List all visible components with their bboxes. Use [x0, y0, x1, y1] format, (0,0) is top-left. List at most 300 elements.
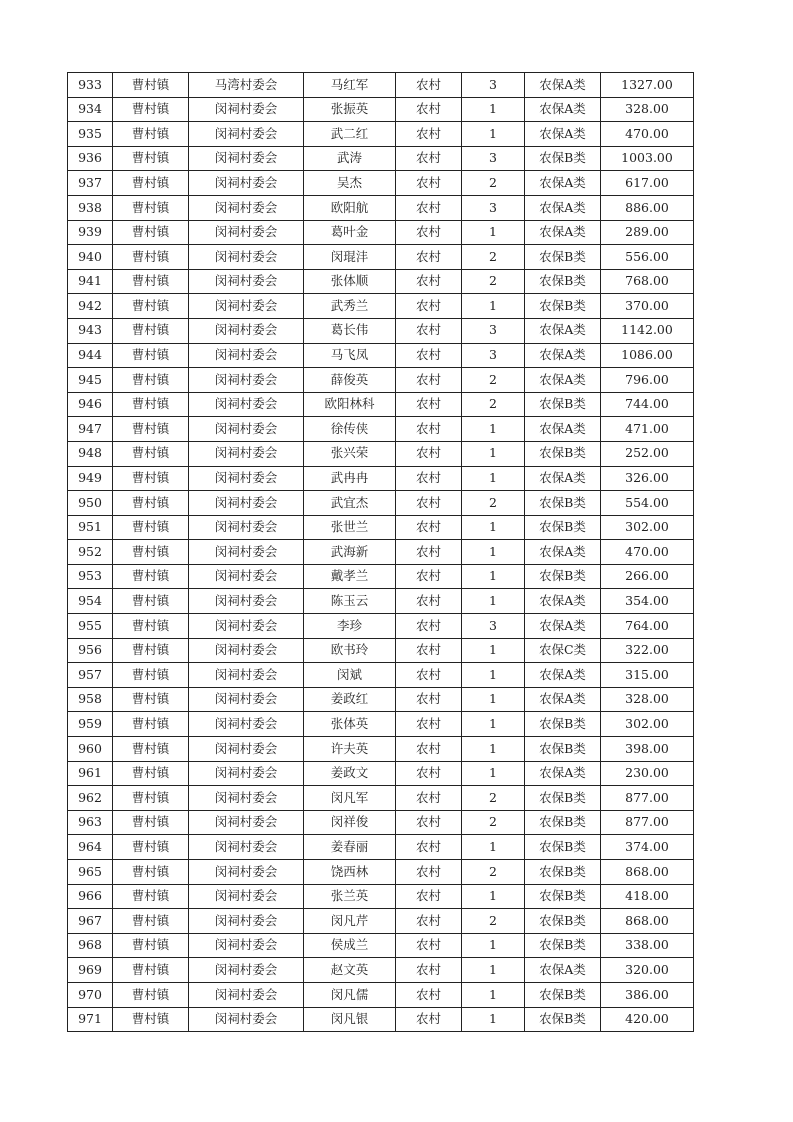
household-size-cell: 3	[462, 318, 525, 343]
village-committee-cell: 闵祠村委会	[189, 909, 304, 934]
serial-number-cell: 967	[68, 909, 113, 934]
table-row	[68, 491, 694, 516]
area-type-cell: 农村	[396, 441, 462, 466]
table-row	[68, 220, 694, 245]
table-row	[68, 392, 694, 417]
household-size-cell: 3	[462, 73, 525, 98]
insurance-category-cell: 农保B类	[525, 712, 601, 737]
insurance-category-cell: 农保A类	[525, 540, 601, 565]
area-type-cell: 农村	[396, 540, 462, 565]
household-size-cell: 1	[462, 589, 525, 614]
village-committee-cell: 闵祠村委会	[189, 368, 304, 393]
insurance-category-cell: 农保A类	[525, 687, 601, 712]
town-cell: 曹村镇	[113, 368, 189, 393]
serial-number-cell: 946	[68, 392, 113, 417]
serial-number-cell: 965	[68, 860, 113, 885]
name-cell: 张兰英	[304, 884, 396, 909]
table-row	[68, 294, 694, 319]
serial-number-cell: 964	[68, 835, 113, 860]
area-type-cell: 农村	[396, 515, 462, 540]
name-cell: 姜政文	[304, 761, 396, 786]
area-type-cell: 农村	[396, 810, 462, 835]
name-cell: 武冉冉	[304, 466, 396, 491]
insurance-category-cell: 农保B类	[525, 982, 601, 1007]
serial-number-cell: 952	[68, 540, 113, 565]
village-committee-cell: 闵祠村委会	[189, 171, 304, 196]
serial-number-cell: 961	[68, 761, 113, 786]
table-row	[68, 441, 694, 466]
amount-cell: 289.00	[601, 220, 694, 245]
insurance-category-cell: 农保B类	[525, 786, 601, 811]
household-size-cell: 1	[462, 638, 525, 663]
area-type-cell: 农村	[396, 318, 462, 343]
area-type-cell: 农村	[396, 343, 462, 368]
household-size-cell: 1	[462, 687, 525, 712]
amount-cell: 328.00	[601, 97, 694, 122]
name-cell: 饶西林	[304, 860, 396, 885]
serial-number-cell: 958	[68, 687, 113, 712]
name-cell: 闵斌	[304, 663, 396, 688]
village-committee-cell: 闵祠村委会	[189, 958, 304, 983]
serial-number-cell: 951	[68, 515, 113, 540]
name-cell: 姜春丽	[304, 835, 396, 860]
name-cell: 武二红	[304, 122, 396, 147]
village-committee-cell: 闵祠村委会	[189, 540, 304, 565]
insurance-category-cell: 农保B类	[525, 933, 601, 958]
town-cell: 曹村镇	[113, 466, 189, 491]
amount-cell: 470.00	[601, 540, 694, 565]
name-cell: 武海新	[304, 540, 396, 565]
serial-number-cell: 940	[68, 245, 113, 270]
town-cell: 曹村镇	[113, 73, 189, 98]
village-committee-cell: 闵祠村委会	[189, 245, 304, 270]
amount-cell: 556.00	[601, 245, 694, 270]
town-cell: 曹村镇	[113, 958, 189, 983]
table-row	[68, 195, 694, 220]
area-type-cell: 农村	[396, 269, 462, 294]
name-cell: 欧书玲	[304, 638, 396, 663]
amount-cell: 554.00	[601, 491, 694, 516]
household-size-cell: 2	[462, 245, 525, 270]
table-row	[68, 515, 694, 540]
table-row	[68, 269, 694, 294]
household-size-cell: 1	[462, 933, 525, 958]
amount-cell: 420.00	[601, 1007, 694, 1032]
village-committee-cell: 闵祠村委会	[189, 491, 304, 516]
area-type-cell: 农村	[396, 171, 462, 196]
serial-number-cell: 962	[68, 786, 113, 811]
insurance-category-cell: 农保A类	[525, 73, 601, 98]
village-committee-cell: 闵祠村委会	[189, 269, 304, 294]
serial-number-cell: 938	[68, 195, 113, 220]
village-committee-cell: 闵祠村委会	[189, 982, 304, 1007]
name-cell: 葛长伟	[304, 318, 396, 343]
table-row	[68, 122, 694, 147]
name-cell: 闵凡银	[304, 1007, 396, 1032]
area-type-cell: 农村	[396, 245, 462, 270]
household-size-cell: 1	[462, 982, 525, 1007]
village-committee-cell: 闵祠村委会	[189, 761, 304, 786]
insurance-category-cell: 农保B类	[525, 737, 601, 762]
village-committee-cell: 闵祠村委会	[189, 933, 304, 958]
amount-cell: 230.00	[601, 761, 694, 786]
serial-number-cell: 971	[68, 1007, 113, 1032]
town-cell: 曹村镇	[113, 294, 189, 319]
amount-cell: 617.00	[601, 171, 694, 196]
amount-cell: 302.00	[601, 712, 694, 737]
village-committee-cell: 闵祠村委会	[189, 392, 304, 417]
name-cell: 张兴荣	[304, 441, 396, 466]
table-row	[68, 589, 694, 614]
household-size-cell: 2	[462, 392, 525, 417]
village-committee-cell: 闵祠村委会	[189, 441, 304, 466]
serial-number-cell: 943	[68, 318, 113, 343]
amount-cell: 302.00	[601, 515, 694, 540]
amount-cell: 370.00	[601, 294, 694, 319]
serial-number-cell: 939	[68, 220, 113, 245]
table-row	[68, 1007, 694, 1032]
amount-cell: 1003.00	[601, 146, 694, 171]
insurance-category-cell: 农保B类	[525, 146, 601, 171]
table-row	[68, 146, 694, 171]
serial-number-cell: 934	[68, 97, 113, 122]
serial-number-cell: 942	[68, 294, 113, 319]
town-cell: 曹村镇	[113, 614, 189, 639]
insurance-category-cell: 农保C类	[525, 638, 601, 663]
serial-number-cell: 953	[68, 564, 113, 589]
name-cell: 姜政红	[304, 687, 396, 712]
household-size-cell: 2	[462, 368, 525, 393]
table-row	[68, 368, 694, 393]
name-cell: 张体英	[304, 712, 396, 737]
area-type-cell: 农村	[396, 491, 462, 516]
table-row	[68, 97, 694, 122]
village-committee-cell: 闵祠村委会	[189, 515, 304, 540]
village-committee-cell: 闵祠村委会	[189, 466, 304, 491]
serial-number-cell: 941	[68, 269, 113, 294]
name-cell: 许夫英	[304, 737, 396, 762]
insurance-category-cell: 农保B类	[525, 392, 601, 417]
town-cell: 曹村镇	[113, 1007, 189, 1032]
area-type-cell: 农村	[396, 122, 462, 147]
amount-cell: 886.00	[601, 195, 694, 220]
area-type-cell: 农村	[396, 933, 462, 958]
name-cell: 葛叶金	[304, 220, 396, 245]
amount-cell: 315.00	[601, 663, 694, 688]
amount-cell: 266.00	[601, 564, 694, 589]
area-type-cell: 农村	[396, 958, 462, 983]
household-size-cell: 2	[462, 491, 525, 516]
town-cell: 曹村镇	[113, 491, 189, 516]
town-cell: 曹村镇	[113, 786, 189, 811]
name-cell: 吴杰	[304, 171, 396, 196]
town-cell: 曹村镇	[113, 835, 189, 860]
town-cell: 曹村镇	[113, 318, 189, 343]
village-committee-cell: 闵祠村委会	[189, 294, 304, 319]
serial-number-cell: 960	[68, 737, 113, 762]
amount-cell: 322.00	[601, 638, 694, 663]
village-committee-cell: 闵祠村委会	[189, 122, 304, 147]
name-cell: 马红军	[304, 73, 396, 98]
amount-cell: 328.00	[601, 687, 694, 712]
household-size-cell: 2	[462, 860, 525, 885]
insurance-category-cell: 农保A类	[525, 958, 601, 983]
household-size-cell: 1	[462, 835, 525, 860]
town-cell: 曹村镇	[113, 663, 189, 688]
amount-cell: 320.00	[601, 958, 694, 983]
village-committee-cell: 闵祠村委会	[189, 860, 304, 885]
insurance-category-cell: 农保A类	[525, 220, 601, 245]
table-row	[68, 466, 694, 491]
household-size-cell: 1	[462, 884, 525, 909]
village-committee-cell: 闵祠村委会	[189, 146, 304, 171]
insurance-category-cell: 农保B类	[525, 245, 601, 270]
table-row	[68, 614, 694, 639]
town-cell: 曹村镇	[113, 540, 189, 565]
table-row	[68, 171, 694, 196]
serial-number-cell: 935	[68, 122, 113, 147]
table-row	[68, 687, 694, 712]
area-type-cell: 农村	[396, 614, 462, 639]
name-cell: 徐传侠	[304, 417, 396, 442]
insurance-category-cell: 农保A类	[525, 171, 601, 196]
name-cell: 陈玉云	[304, 589, 396, 614]
area-type-cell: 农村	[396, 860, 462, 885]
amount-cell: 1142.00	[601, 318, 694, 343]
insurance-category-cell: 农保A类	[525, 589, 601, 614]
serial-number-cell: 969	[68, 958, 113, 983]
amount-cell: 354.00	[601, 589, 694, 614]
table-row	[68, 761, 694, 786]
serial-number-cell: 970	[68, 982, 113, 1007]
name-cell: 闵凡军	[304, 786, 396, 811]
table-row	[68, 860, 694, 885]
village-committee-cell: 闵祠村委会	[189, 417, 304, 442]
insurance-category-cell: 农保A类	[525, 761, 601, 786]
town-cell: 曹村镇	[113, 687, 189, 712]
name-cell: 闵凡儒	[304, 982, 396, 1007]
area-type-cell: 农村	[396, 146, 462, 171]
insurance-category-cell: 农保B类	[525, 294, 601, 319]
household-size-cell: 1	[462, 564, 525, 589]
serial-number-cell: 950	[68, 491, 113, 516]
amount-cell: 470.00	[601, 122, 694, 147]
area-type-cell: 农村	[396, 1007, 462, 1032]
serial-number-cell: 954	[68, 589, 113, 614]
town-cell: 曹村镇	[113, 884, 189, 909]
area-type-cell: 农村	[396, 884, 462, 909]
serial-number-cell: 933	[68, 73, 113, 98]
town-cell: 曹村镇	[113, 122, 189, 147]
household-size-cell: 2	[462, 171, 525, 196]
name-cell: 武秀兰	[304, 294, 396, 319]
table-row	[68, 663, 694, 688]
amount-cell: 326.00	[601, 466, 694, 491]
amount-cell: 868.00	[601, 860, 694, 885]
village-committee-cell: 闵祠村委会	[189, 663, 304, 688]
amount-cell: 764.00	[601, 614, 694, 639]
insurance-category-cell: 农保B类	[525, 515, 601, 540]
serial-number-cell: 948	[68, 441, 113, 466]
town-cell: 曹村镇	[113, 638, 189, 663]
table-row	[68, 638, 694, 663]
village-committee-cell: 闵祠村委会	[189, 786, 304, 811]
insurance-category-cell: 农保B类	[525, 564, 601, 589]
town-cell: 曹村镇	[113, 171, 189, 196]
serial-number-cell: 949	[68, 466, 113, 491]
town-cell: 曹村镇	[113, 441, 189, 466]
insurance-category-cell: 农保A类	[525, 466, 601, 491]
town-cell: 曹村镇	[113, 245, 189, 270]
table-row	[68, 564, 694, 589]
insurance-category-cell: 农保A类	[525, 195, 601, 220]
village-committee-cell: 闵祠村委会	[189, 638, 304, 663]
household-size-cell: 1	[462, 737, 525, 762]
household-size-cell: 1	[462, 712, 525, 737]
household-size-cell: 3	[462, 146, 525, 171]
insurance-category-cell: 农保B类	[525, 860, 601, 885]
town-cell: 曹村镇	[113, 712, 189, 737]
table-row	[68, 343, 694, 368]
household-size-cell: 3	[462, 195, 525, 220]
village-committee-cell: 马湾村委会	[189, 73, 304, 98]
table-row	[68, 810, 694, 835]
area-type-cell: 农村	[396, 737, 462, 762]
insurance-category-cell: 农保B类	[525, 491, 601, 516]
table-row	[68, 318, 694, 343]
area-type-cell: 农村	[396, 712, 462, 737]
amount-cell: 374.00	[601, 835, 694, 860]
town-cell: 曹村镇	[113, 860, 189, 885]
amount-cell: 796.00	[601, 368, 694, 393]
village-committee-cell: 闵祠村委会	[189, 589, 304, 614]
serial-number-cell: 947	[68, 417, 113, 442]
amount-cell: 338.00	[601, 933, 694, 958]
area-type-cell: 农村	[396, 982, 462, 1007]
household-size-cell: 1	[462, 761, 525, 786]
name-cell: 闵祥俊	[304, 810, 396, 835]
name-cell: 赵文英	[304, 958, 396, 983]
name-cell: 侯成兰	[304, 933, 396, 958]
village-committee-cell: 闵祠村委会	[189, 1007, 304, 1032]
village-committee-cell: 闵祠村委会	[189, 884, 304, 909]
household-size-cell: 2	[462, 810, 525, 835]
town-cell: 曹村镇	[113, 737, 189, 762]
town-cell: 曹村镇	[113, 97, 189, 122]
household-size-cell: 1	[462, 1007, 525, 1032]
village-committee-cell: 闵祠村委会	[189, 220, 304, 245]
insurance-category-cell: 农保A类	[525, 343, 601, 368]
area-type-cell: 农村	[396, 835, 462, 860]
serial-number-cell: 936	[68, 146, 113, 171]
table-row	[68, 933, 694, 958]
name-cell: 张世兰	[304, 515, 396, 540]
serial-number-cell: 944	[68, 343, 113, 368]
insurance-category-cell: 农保A类	[525, 417, 601, 442]
serial-number-cell: 957	[68, 663, 113, 688]
name-cell: 闵琨沣	[304, 245, 396, 270]
name-cell: 欧阳林科	[304, 392, 396, 417]
serial-number-cell: 955	[68, 614, 113, 639]
insurance-category-cell: 农保B类	[525, 441, 601, 466]
table-row	[68, 982, 694, 1007]
household-size-cell: 1	[462, 122, 525, 147]
village-committee-cell: 闵祠村委会	[189, 614, 304, 639]
town-cell: 曹村镇	[113, 982, 189, 1007]
village-committee-cell: 闵祠村委会	[189, 810, 304, 835]
village-committee-cell: 闵祠村委会	[189, 318, 304, 343]
table-body	[68, 73, 694, 1032]
name-cell: 张振英	[304, 97, 396, 122]
village-committee-cell: 闵祠村委会	[189, 712, 304, 737]
beneficiary-table	[67, 72, 694, 1032]
village-committee-cell: 闵祠村委会	[189, 343, 304, 368]
name-cell: 戴孝兰	[304, 564, 396, 589]
table-row	[68, 417, 694, 442]
area-type-cell: 农村	[396, 687, 462, 712]
serial-number-cell: 959	[68, 712, 113, 737]
serial-number-cell: 966	[68, 884, 113, 909]
insurance-category-cell: 农保A类	[525, 122, 601, 147]
amount-cell: 877.00	[601, 810, 694, 835]
town-cell: 曹村镇	[113, 417, 189, 442]
table-row	[68, 909, 694, 934]
table-row	[68, 835, 694, 860]
village-committee-cell: 闵祠村委会	[189, 687, 304, 712]
area-type-cell: 农村	[396, 73, 462, 98]
serial-number-cell: 968	[68, 933, 113, 958]
household-size-cell: 1	[462, 220, 525, 245]
serial-number-cell: 937	[68, 171, 113, 196]
town-cell: 曹村镇	[113, 195, 189, 220]
area-type-cell: 农村	[396, 663, 462, 688]
town-cell: 曹村镇	[113, 269, 189, 294]
table-row	[68, 737, 694, 762]
insurance-category-cell: 农保B类	[525, 835, 601, 860]
household-size-cell: 1	[462, 97, 525, 122]
amount-cell: 1327.00	[601, 73, 694, 98]
insurance-category-cell: 农保A类	[525, 318, 601, 343]
amount-cell: 877.00	[601, 786, 694, 811]
amount-cell: 252.00	[601, 441, 694, 466]
household-size-cell: 1	[462, 441, 525, 466]
serial-number-cell: 956	[68, 638, 113, 663]
household-size-cell: 2	[462, 786, 525, 811]
amount-cell: 768.00	[601, 269, 694, 294]
serial-number-cell: 963	[68, 810, 113, 835]
name-cell: 武宜杰	[304, 491, 396, 516]
village-committee-cell: 闵祠村委会	[189, 737, 304, 762]
household-size-cell: 1	[462, 417, 525, 442]
town-cell: 曹村镇	[113, 146, 189, 171]
amount-cell: 1086.00	[601, 343, 694, 368]
household-size-cell: 1	[462, 294, 525, 319]
town-cell: 曹村镇	[113, 810, 189, 835]
area-type-cell: 农村	[396, 368, 462, 393]
amount-cell: 868.00	[601, 909, 694, 934]
area-type-cell: 农村	[396, 786, 462, 811]
town-cell: 曹村镇	[113, 515, 189, 540]
area-type-cell: 农村	[396, 220, 462, 245]
household-size-cell: 3	[462, 614, 525, 639]
table-row	[68, 540, 694, 565]
insurance-category-cell: 农保B类	[525, 269, 601, 294]
town-cell: 曹村镇	[113, 761, 189, 786]
amount-cell: 386.00	[601, 982, 694, 1007]
insurance-category-cell: 农保B类	[525, 884, 601, 909]
name-cell: 武涛	[304, 146, 396, 171]
insurance-category-cell: 农保B类	[525, 810, 601, 835]
